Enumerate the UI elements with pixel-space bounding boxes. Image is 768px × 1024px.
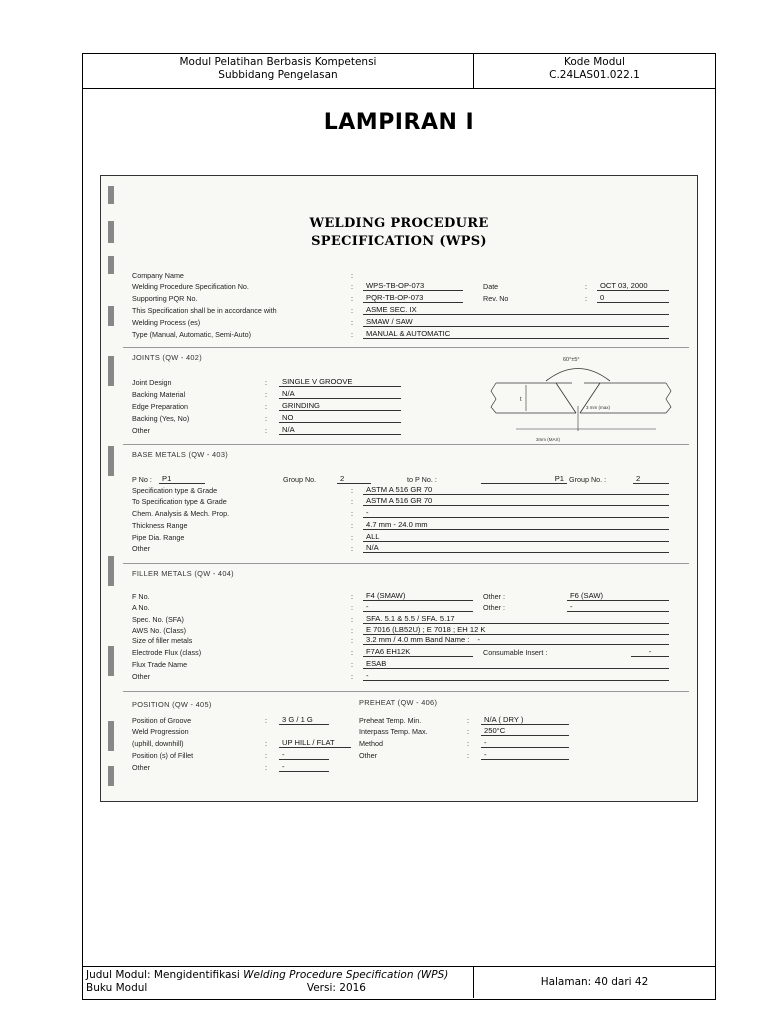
groove-value: 3 G / 1 G bbox=[279, 715, 329, 725]
colon: : bbox=[351, 318, 353, 327]
chem-label: Chem. Analysis & Mech. Prop. bbox=[132, 509, 230, 518]
colon: : bbox=[265, 763, 267, 772]
colon: : bbox=[351, 486, 353, 495]
binder-mark bbox=[108, 766, 114, 786]
joints-other-value: N/A bbox=[279, 425, 401, 435]
flux-label: Electrode Flux (class) bbox=[132, 648, 202, 657]
size-value bbox=[363, 635, 669, 645]
ano-other-value: - bbox=[567, 602, 669, 612]
backing-value: NO bbox=[279, 413, 401, 423]
preheat-value: N/A ( DRY ) bbox=[481, 715, 569, 725]
process-label: Welding Process (es) bbox=[132, 318, 201, 327]
colon: : bbox=[265, 414, 267, 423]
code-label: Kode Modul bbox=[564, 56, 625, 68]
filler-other-value: - bbox=[363, 671, 669, 681]
spec-grade-label: Specification type & Grade bbox=[132, 486, 218, 495]
ano-other-label: Other : bbox=[483, 603, 505, 612]
colon: : bbox=[351, 636, 353, 645]
gap-note: 3 mm (max) bbox=[586, 405, 610, 410]
ano-value: - bbox=[363, 602, 473, 612]
pipe-label: Pipe Dia. Range bbox=[132, 533, 185, 542]
consumable-label: Consumable Insert : bbox=[483, 648, 548, 657]
colon: : bbox=[351, 306, 353, 315]
colon: : bbox=[351, 282, 353, 291]
interpass-value: 250°C bbox=[481, 726, 569, 736]
joints-other-label: Other bbox=[132, 426, 150, 435]
thickness-value: 4.7 mm - 24.0 mm bbox=[363, 520, 669, 530]
aws-value: E 7016 (LB52U) ; E 7018 ; EH 12 K bbox=[363, 625, 669, 635]
colon: : bbox=[351, 521, 353, 530]
footer-row2 bbox=[86, 982, 366, 995]
size-label: Size of filler metals bbox=[132, 636, 193, 645]
position-other-label: Other bbox=[132, 763, 150, 772]
fillet-label: Position (s) of Fillet bbox=[132, 751, 194, 760]
pqr-value: PQR-TB-OP-073 bbox=[363, 293, 463, 303]
to-pno-value: P1 bbox=[481, 474, 567, 484]
colon: : bbox=[585, 294, 587, 303]
group2-label: Group No. : bbox=[569, 475, 607, 484]
fillet-value: - bbox=[279, 750, 329, 760]
v-groove-diagram bbox=[486, 351, 676, 446]
wps-no-value: WPS-TB-OP-073 bbox=[363, 281, 463, 291]
base-header: BASE METALS (QW - 403) bbox=[132, 450, 228, 459]
position-other-value: - bbox=[279, 762, 329, 772]
pno-label: P No : bbox=[132, 475, 152, 484]
colon: : bbox=[351, 497, 353, 506]
binder-mark bbox=[108, 306, 114, 326]
colon: : bbox=[351, 603, 353, 612]
colon: : bbox=[351, 533, 353, 542]
method-label: Method bbox=[359, 739, 383, 748]
pno-value: P1 bbox=[159, 474, 205, 484]
aws-label: AWS No. (Class) bbox=[132, 626, 187, 635]
group-value: 2 bbox=[337, 474, 371, 484]
progression-label2: (uphill, downhill) bbox=[132, 739, 184, 748]
filler-header: FILLER METALS (QW - 404) bbox=[132, 569, 234, 578]
to-pno-label: to P No. : bbox=[407, 475, 437, 484]
binder-mark bbox=[108, 446, 114, 476]
band-name-value: - bbox=[477, 635, 481, 644]
flux-value: F7A6 EH12K bbox=[363, 647, 473, 657]
group-label: Group No. bbox=[283, 475, 317, 484]
preheat-other-value: - bbox=[481, 750, 569, 760]
sfa-label: Spec. No. (SFA) bbox=[132, 615, 184, 624]
to-spec-grade-label: To Specification type & Grade bbox=[132, 497, 227, 506]
pipe-value: ALL bbox=[363, 532, 669, 542]
date-value: OCT 03, 2000 bbox=[597, 281, 669, 291]
ano-label: A No. bbox=[132, 603, 150, 612]
filler-other-label: Other bbox=[132, 672, 150, 681]
fno-value: F4 (SMAW) bbox=[363, 591, 473, 601]
base-other-label: Other bbox=[132, 544, 150, 553]
backing-label: Backing (Yes, No) bbox=[132, 414, 190, 423]
colon: : bbox=[265, 751, 267, 760]
pqr-label: Supporting PQR No. bbox=[132, 294, 198, 303]
module-line2: Subbidang Pengelasan bbox=[218, 69, 338, 81]
rev-label: Rev. No bbox=[483, 294, 509, 303]
colon: : bbox=[351, 592, 353, 601]
binder-mark bbox=[108, 186, 114, 204]
module-title-cell bbox=[83, 54, 474, 88]
module-line1: Modul Pelatihan Berbasis Kompetensi bbox=[179, 56, 377, 68]
page-footer bbox=[83, 966, 715, 999]
preheat-label: Preheat Temp. Min. bbox=[359, 716, 422, 725]
versi: Versi: 2016 bbox=[306, 982, 366, 994]
wps-title2: SPECIFICATION (WPS) bbox=[311, 234, 487, 249]
preheat-header: PREHEAT (QW - 406) bbox=[359, 698, 438, 707]
joints-header: JOINTS (QW - 402) bbox=[132, 353, 202, 362]
colon: : bbox=[351, 648, 353, 657]
colon: : bbox=[351, 544, 353, 553]
colon: : bbox=[351, 626, 353, 635]
type-value: MANUAL & AUTOMATIC bbox=[363, 329, 669, 339]
sfa-value: SFA. 5.1 & 5.5 / SFA. 5.17 bbox=[363, 614, 669, 624]
binder-mark bbox=[108, 356, 114, 386]
type-label: Type (Manual, Automatic, Semi-Auto) bbox=[132, 330, 252, 339]
size-text: 3.2 mm / 4.0 mm Band Name : bbox=[366, 635, 470, 644]
colon: : bbox=[265, 426, 267, 435]
to-spec-grade-value: ASTM A 516 GR 70 bbox=[363, 496, 669, 506]
process-value: SMAW / SAW bbox=[363, 317, 669, 327]
divider bbox=[123, 691, 689, 692]
groove-label: Position of Groove bbox=[132, 716, 192, 725]
preheat-other-label: Other bbox=[359, 751, 377, 760]
page-title: LAMPIRAN I bbox=[323, 110, 475, 135]
accordance-value: ASME SEC. IX bbox=[363, 305, 669, 315]
colon: : bbox=[351, 509, 353, 518]
trade-value: ESAB bbox=[363, 659, 669, 669]
root-note: 3mm (MAX) bbox=[536, 437, 560, 442]
edge-prep-value: GRINDING bbox=[279, 401, 401, 411]
colon: : bbox=[265, 716, 267, 725]
colon: : bbox=[351, 294, 353, 303]
code-value: C.24LAS01.022.1 bbox=[549, 69, 640, 81]
colon: : bbox=[265, 739, 267, 748]
progression-value: UP HILL / FLAT bbox=[279, 738, 351, 748]
colon: : bbox=[265, 402, 267, 411]
backing-material-label: Backing Material bbox=[132, 390, 186, 399]
chem-value: - bbox=[363, 508, 669, 518]
consumable-value: - bbox=[631, 647, 669, 657]
divider bbox=[123, 444, 689, 445]
edge-prep-label: Edge Preparation bbox=[132, 402, 188, 411]
fno-other-label: Other : bbox=[483, 592, 505, 601]
wps-title1: WELDING PROCEDURE bbox=[309, 216, 489, 231]
colon: : bbox=[265, 378, 267, 387]
colon: : bbox=[467, 727, 469, 736]
divider bbox=[123, 563, 689, 564]
rev-value: 0 bbox=[597, 293, 669, 303]
fno-other-value: F6 (SAW) bbox=[567, 591, 669, 601]
group2-value: 2 bbox=[633, 474, 669, 484]
base-other-value: N/A bbox=[363, 543, 669, 553]
spec-grade-value: ASTM A 516 GR 70 bbox=[363, 485, 669, 495]
footer-judul bbox=[86, 969, 473, 982]
binder-mark bbox=[108, 556, 114, 586]
binder-mark bbox=[108, 721, 114, 751]
wps-scan bbox=[100, 175, 698, 802]
method-value: - bbox=[481, 738, 569, 748]
thickness-label: Thickness Range bbox=[132, 521, 188, 530]
colon: : bbox=[467, 739, 469, 748]
colon: : bbox=[467, 716, 469, 725]
joint-design-label: Joint Design bbox=[132, 378, 172, 387]
colon: : bbox=[351, 672, 353, 681]
company-name-label: Company Name bbox=[132, 271, 184, 280]
progression-label: Weld Progression bbox=[132, 727, 189, 736]
fno-label: F No. bbox=[132, 592, 150, 601]
colon: : bbox=[265, 390, 267, 399]
angle-label: 60°±5° bbox=[563, 357, 580, 363]
position-header: POSITION (QW - 405) bbox=[132, 700, 212, 709]
footer-title-cell bbox=[83, 967, 474, 998]
page-header bbox=[83, 54, 715, 89]
accordance-label: This Specification shall be in accordance with bbox=[132, 306, 277, 315]
colon: : bbox=[585, 282, 587, 291]
buku-modul: Buku Modul bbox=[86, 982, 148, 994]
judul-italic: Welding Procedure Specification (WPS) bbox=[243, 969, 449, 981]
colon: : bbox=[351, 660, 353, 669]
binder-mark bbox=[108, 646, 114, 676]
colon: : bbox=[351, 330, 353, 339]
module-code-cell bbox=[474, 54, 715, 88]
colon: : bbox=[351, 271, 353, 280]
backing-material-value: N/A bbox=[279, 389, 401, 399]
joint-design-value: SINGLE V GROOVE bbox=[279, 377, 401, 387]
colon: : bbox=[351, 615, 353, 624]
thickness-t: t bbox=[520, 397, 522, 403]
colon: : bbox=[467, 751, 469, 760]
judul-prefix: Judul Modul: Mengidentifikasi bbox=[86, 969, 244, 981]
divider bbox=[123, 347, 689, 348]
halaman: Halaman: 40 dari 42 bbox=[540, 976, 649, 988]
binder-mark bbox=[108, 256, 114, 274]
trade-label: Flux Trade Name bbox=[132, 660, 188, 669]
date-label: Date bbox=[483, 282, 499, 291]
interpass-label: Interpass Temp. Max. bbox=[359, 727, 428, 736]
wps-no-label: Welding Procedure Specification No. bbox=[132, 282, 249, 291]
